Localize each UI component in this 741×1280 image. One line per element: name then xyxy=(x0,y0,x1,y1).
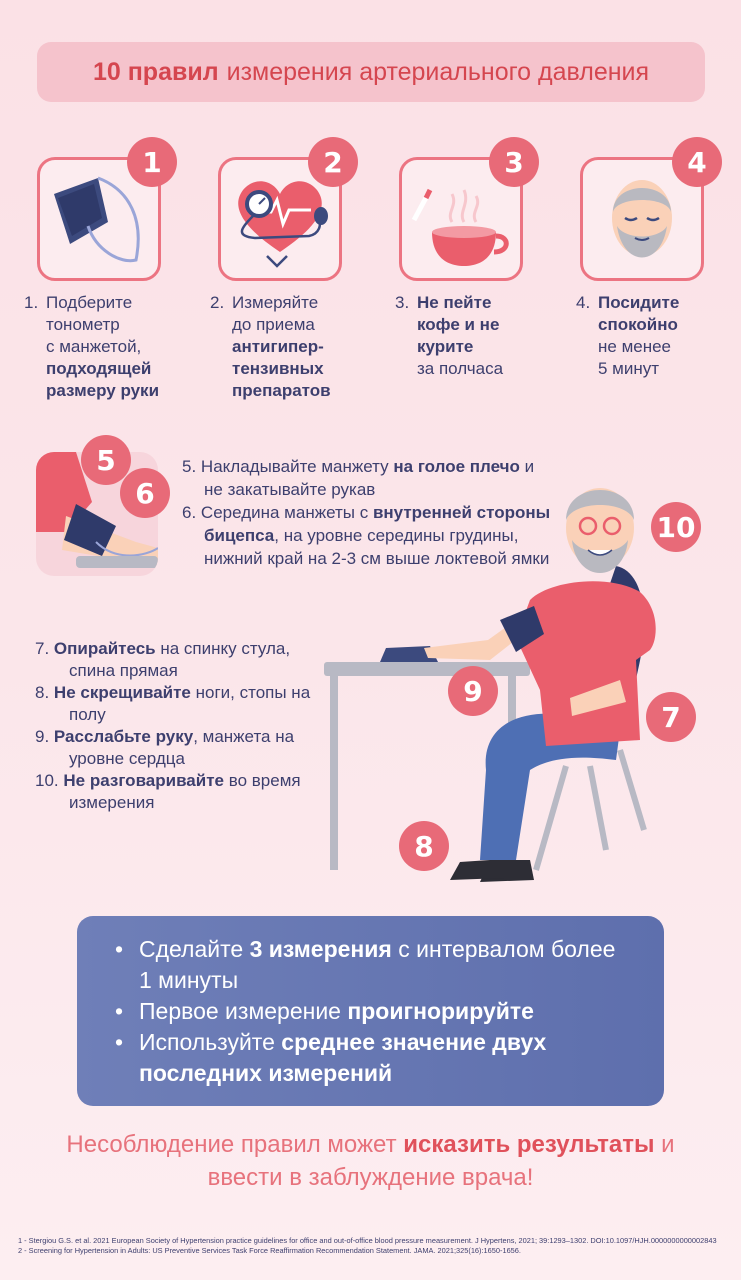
step-line: 5 минут xyxy=(598,359,660,378)
step-prefix: 1. xyxy=(24,293,39,312)
patient-illustration xyxy=(320,470,700,890)
rules-7-10 xyxy=(35,638,325,814)
step-line: за полчаса xyxy=(417,359,504,378)
step-line-bold: Посидите xyxy=(598,293,680,312)
step-prefix: 3. xyxy=(395,293,410,312)
step-line: с манжетой, xyxy=(46,337,142,356)
step-line-bold: препаратов xyxy=(232,381,331,400)
rule-text-bold: Не скрещивайте xyxy=(53,683,191,702)
rule-text-bold: Расслабьте руку xyxy=(53,727,194,746)
tip-text: Сделайте xyxy=(139,936,244,962)
warning-part: Несоблюдение правил может xyxy=(66,1131,397,1158)
step-prefix: 4. xyxy=(576,293,591,312)
step-line: до приема xyxy=(232,315,315,334)
rule-prefix: 10. xyxy=(35,771,59,790)
badge-10: 10 xyxy=(651,502,701,552)
tip-item xyxy=(115,996,634,1027)
footnote-2: 2 - Screening for Hypertension in Adults: US Preventive Services Task Force Reaffirmation Recommendation Statement. JAMA. 2021;325(16):1650-1656. xyxy=(18,1246,521,1255)
badge-6: 6 xyxy=(120,468,170,518)
warning-text xyxy=(30,1128,711,1194)
step-line-bold: тензивных xyxy=(232,359,324,378)
step-line-bold: спокойно xyxy=(598,315,678,334)
step-line-bold: курите xyxy=(417,337,474,356)
footnotes xyxy=(18,1236,723,1256)
tip-text-bold: проигнорируйте xyxy=(347,998,534,1024)
step-text-2 xyxy=(210,292,382,402)
badge-2: 2 xyxy=(308,137,358,187)
badge-5: 5 xyxy=(81,435,131,485)
rule-text-bold: Не разговаривайте xyxy=(63,771,224,790)
rule-text: , на уровне середины грудины, нижний край на 2-3 см выше локтевой ямки xyxy=(204,526,550,568)
badge-7: 7 xyxy=(646,692,696,742)
rule-prefix: 8. xyxy=(35,683,50,702)
rule-prefix: 6. xyxy=(182,503,197,522)
tip-text: с интервалом более 1 минуты xyxy=(139,936,616,993)
step-text-1 xyxy=(24,292,196,402)
rule-text-bold: Опирайтесь xyxy=(53,639,156,658)
step-line: не менее xyxy=(598,337,672,356)
tip-item xyxy=(115,934,634,996)
warning-part-bold: исказить результаты xyxy=(403,1131,655,1158)
rule-text: ноги, стопы на полу xyxy=(69,683,311,724)
rule-prefix: 9. xyxy=(35,727,50,746)
badge-4: 4 xyxy=(672,137,722,187)
step-line: тонометр xyxy=(46,315,120,334)
step-text-3 xyxy=(395,292,557,380)
rule-prefix: 7. xyxy=(35,639,50,658)
warning-part: и ввести в заблуждение врача! xyxy=(207,1131,675,1191)
rule-text: Середина манжеты с xyxy=(200,503,369,522)
step-text-4 xyxy=(576,292,728,380)
page-title xyxy=(37,42,705,102)
rule-text: во время измерения xyxy=(69,771,301,812)
rule-9 xyxy=(35,726,325,770)
rule-text-bold: на голое плечо xyxy=(393,457,520,476)
rule-7 xyxy=(35,638,325,682)
rule-10 xyxy=(35,770,325,814)
badge-1: 1 xyxy=(127,137,177,187)
tip-text: Первое измерение xyxy=(139,998,341,1024)
title-rest: измерения артериального давления xyxy=(226,57,650,86)
rule-text: и не закатывайте рукав xyxy=(204,457,535,499)
step-line-bold: антигипер- xyxy=(232,337,324,356)
badge-9: 9 xyxy=(448,666,498,716)
footnote-1: 1 - Stergiou G.S. et al. 2021 European Society of Hypertension practice guidelines for office and out-of-office blood pressure measurement. J Hypertens, 2021; 39:1293–1302. DOI:10.1097/HJH.0000000000002843 xyxy=(18,1236,717,1245)
step-line: Подберите xyxy=(46,293,133,312)
tip-text-bold: среднее значение двух последних измерений xyxy=(139,1029,547,1086)
step-prefix: 2. xyxy=(210,293,225,312)
step-line-bold: подходящей xyxy=(46,359,152,378)
tip-text-bold: 3 измерения xyxy=(249,936,392,962)
tip-item xyxy=(115,1027,634,1089)
rule-text: Накладывайте манжету xyxy=(200,457,389,476)
badge-8: 8 xyxy=(399,821,449,871)
tips-box xyxy=(77,916,664,1106)
step-line-bold: размеру руки xyxy=(46,381,160,400)
tip-text: Используйте xyxy=(139,1029,275,1055)
title-bold: 10 правил xyxy=(92,57,219,86)
step-line-bold: Не пейте xyxy=(417,293,492,312)
badge-3: 3 xyxy=(489,137,539,187)
rule-prefix: 5. xyxy=(182,457,197,476)
step-line-bold: кофе и не xyxy=(417,315,500,334)
rule-text-bold: внутренней стороны бицепса xyxy=(204,503,551,545)
rule-text: на спинку стула, спина прямая xyxy=(69,639,291,680)
step-line: Измеряйте xyxy=(232,293,319,312)
rule-text: , манжета на уровне сердца xyxy=(69,727,295,768)
rule-8 xyxy=(35,682,325,726)
